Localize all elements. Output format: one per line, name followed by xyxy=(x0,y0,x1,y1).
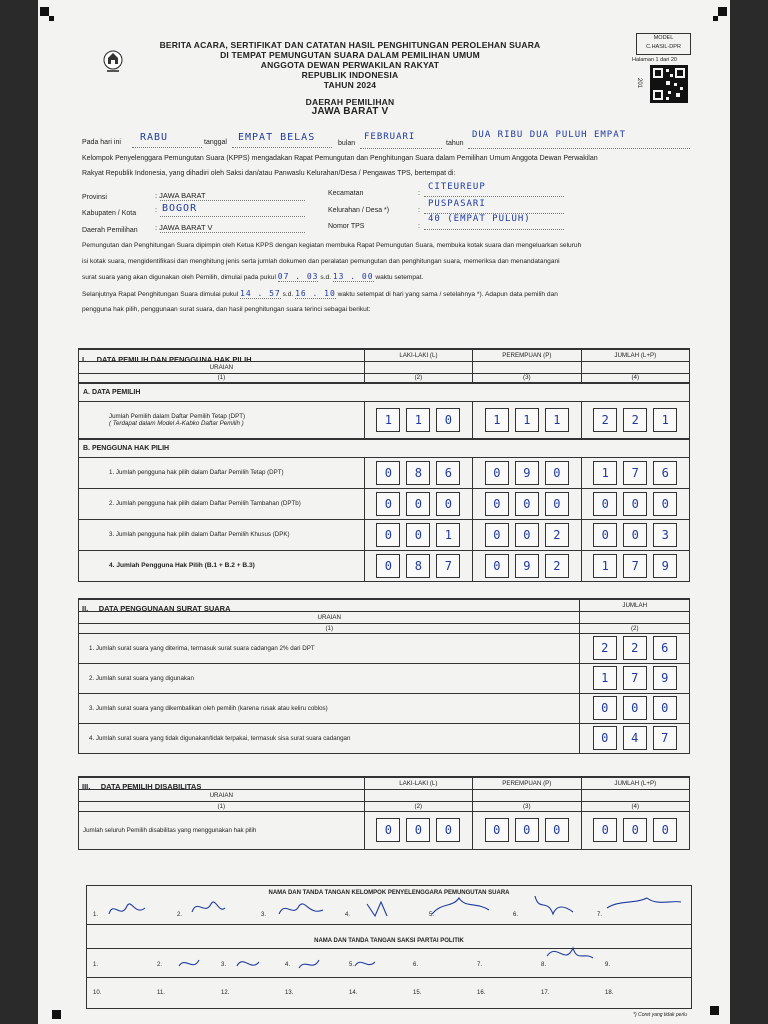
tanggal-value: EMPAT BELAS xyxy=(238,132,316,143)
registration-mark xyxy=(52,1010,61,1019)
digit-box: 0 xyxy=(376,492,400,516)
vertical-code: 201 xyxy=(636,77,643,89)
section-title: DATA PEMILIH DAN PENGGUNA HAK PILIH xyxy=(96,355,252,364)
dapil-field-value: : JAWA BARAT V xyxy=(155,223,213,232)
registration-mark xyxy=(710,1006,719,1015)
digit-box: 2 xyxy=(623,408,647,432)
col-index: (2) xyxy=(364,373,472,383)
table-row xyxy=(79,633,690,663)
digit-box: 9 xyxy=(653,554,677,578)
digit-box: 0 xyxy=(436,408,460,432)
digit-box: 0 xyxy=(485,492,509,516)
saksi-signature-slot: 11. xyxy=(157,990,165,996)
row-label: 2. Jumlah surat suara yang digunakan xyxy=(79,663,580,693)
model-label: MODEL xyxy=(653,35,674,41)
digit-box: 0 xyxy=(515,492,539,516)
saksi-signature-slot: 12. xyxy=(221,990,230,996)
row-label: 4. Jumlah Pengguna Hak Pilih (B.1 + B.2 + B.3) xyxy=(79,550,365,581)
digit-box: 0 xyxy=(593,818,617,842)
j-boxes xyxy=(581,519,689,550)
digit-box: 0 xyxy=(623,492,647,516)
digit-box: 7 xyxy=(623,461,647,485)
intro-line: Rakyat Republik Indonesia, yang dihadiri oleh Saksi dan/atau Panwaslu Kelurahan/Desa / Pengawas TPS, bertempat di: xyxy=(82,170,456,177)
digit-box: 1 xyxy=(515,408,539,432)
digit-box: 1 xyxy=(653,408,677,432)
digit-box: 8 xyxy=(406,554,430,578)
table-row xyxy=(79,663,690,693)
digit-box: 0 xyxy=(515,818,539,842)
col-header-j: JUMLAH (L+P) xyxy=(581,349,689,361)
registration-mark xyxy=(49,16,54,21)
tanggal-label: tanggal xyxy=(204,139,227,146)
para-text: waktu setempat. xyxy=(375,274,424,281)
dotted-line xyxy=(424,229,564,230)
j-boxes xyxy=(581,550,689,581)
digit-box: 0 xyxy=(653,696,677,720)
signature-block xyxy=(86,885,692,1018)
digit-box: 0 xyxy=(376,523,400,547)
section-number: I. xyxy=(82,355,87,364)
p-boxes xyxy=(473,488,581,519)
digit-box: 0 xyxy=(545,461,569,485)
dapil-label: DAERAH PEMILIHAN xyxy=(305,97,395,107)
tahun-label: tahun xyxy=(446,140,464,147)
page-indicator: Halaman 1 dari 20 xyxy=(632,57,677,63)
row-label: 1. Jumlah pengguna hak pilih dalam Daftar Pemilih Tetap (DPT) xyxy=(79,457,365,488)
p-boxes xyxy=(473,457,581,488)
digit-box: 9 xyxy=(653,666,677,690)
col-index: (4) xyxy=(581,373,689,383)
kabkota-label: Kabupaten / Kota xyxy=(82,210,137,217)
title-line: ANGGOTA DEWAN PERWAKILAN RAKYAT xyxy=(260,60,440,70)
saksi-signature-slot: 10. xyxy=(93,990,102,996)
section-number: II. xyxy=(82,604,89,613)
p-boxes xyxy=(473,519,581,550)
digit-box: 0 xyxy=(376,818,400,842)
row-sublabel: ( Terdapat dalam Model A-Kabko Daftar Pemilih ) xyxy=(109,419,244,427)
table-row xyxy=(79,550,690,581)
kpps-signature-slot: 5. xyxy=(429,912,435,918)
section-title: DATA PENGGUNAAN SURAT SUARA xyxy=(98,604,231,613)
saksi-signature-slot: 17. xyxy=(541,990,550,996)
keldesa-value: PUSPASARI xyxy=(428,199,486,209)
digit-box: 1 xyxy=(545,408,569,432)
row-label: Jumlah Pemilih dalam Daftar Pemilih Tetap (DPT) xyxy=(109,412,246,420)
digit-box: 2 xyxy=(593,636,617,660)
subsection-a-label: A. DATA PEMILIH xyxy=(79,383,690,401)
para-text: surat suara yang akan digunakan oleh Pemilih, dimulai pada pukul xyxy=(82,274,276,281)
digit-box: 0 xyxy=(406,818,430,842)
col-header-uraian: URAIAN xyxy=(79,361,365,373)
dapil-field-label: Daerah Pemilihan xyxy=(82,227,138,234)
subsection-b-label: B. PENGGUNA HAK PILIH xyxy=(79,439,690,457)
digit-box: 1 xyxy=(376,408,400,432)
row-label: 4. Jumlah surat suara yang tidak digunakan/tidak terpakai, termasuk sisa surat suara cadangan xyxy=(79,723,580,753)
saksi-signature-slot: 4. xyxy=(285,962,291,968)
table-disabilitas xyxy=(78,776,690,850)
digit-box: 1 xyxy=(593,554,617,578)
sd-label: s.d. xyxy=(320,274,331,281)
saksi-signature-slot: 1. xyxy=(93,962,99,968)
saksi-signature-slot: 15. xyxy=(413,990,422,996)
para-line xyxy=(82,286,692,303)
kabkota-value: BOGOR xyxy=(162,203,198,214)
para-line: Pemungutan dan Penghitungan Suara dipimpin oleh Ketua KPPS dengan kegiatan membuka Rapat Pemungutan Suara, membuka kotak suara dan mengeluarkan seluruh xyxy=(82,242,582,249)
disabilitas-row-label: Jumlah seluruh Pemilih disabilitas yang menggunakan hak pilih xyxy=(79,811,365,849)
registration-mark xyxy=(713,16,718,21)
disab-p-boxes xyxy=(473,811,581,849)
digit-box: 0 xyxy=(406,492,430,516)
dpt-p-boxes xyxy=(473,401,581,439)
table-row xyxy=(79,457,690,488)
row-label: 3. Jumlah surat suara yang dikembalikan oleh pemilih (karena rusak atau keliru coblos) xyxy=(79,693,580,723)
digit-box: 9 xyxy=(515,554,539,578)
digit-box: 0 xyxy=(436,492,460,516)
digit-box: 0 xyxy=(515,523,539,547)
provinsi-label: Provinsi xyxy=(82,194,107,201)
tps-label: Nomor TPS xyxy=(328,223,365,230)
title-line: TAHUN 2024 xyxy=(323,80,377,90)
col-index: (3) xyxy=(473,801,581,811)
model-value: C.HASIL-DPR xyxy=(646,44,681,50)
saksi-signature-slot: 13. xyxy=(285,990,294,996)
col-index: (1) xyxy=(79,373,365,383)
model-box xyxy=(636,33,691,55)
saksi-signature-slot: 3. xyxy=(221,962,227,968)
digit-box: 6 xyxy=(653,461,677,485)
registration-mark xyxy=(40,7,49,16)
sd-label: s.d. xyxy=(282,290,294,298)
keldesa-label: Kelurahan / Desa *) xyxy=(328,207,390,214)
digit-box: 0 xyxy=(593,523,617,547)
saksi-signature-slot: 16. xyxy=(477,990,486,996)
kpps-signature-slot: 1. xyxy=(93,912,99,918)
digit-box: 0 xyxy=(545,818,569,842)
row-label: 2. Jumlah pengguna hak pilih dalam Daftar Pemilih Tambahan (DPTb) xyxy=(79,488,365,519)
digit-box: 2 xyxy=(545,523,569,547)
saksi-signature-slot: 14. xyxy=(349,990,358,996)
j-boxes xyxy=(580,633,690,663)
dotted-line xyxy=(232,147,332,148)
kpps-signature-slot: 3. xyxy=(261,912,267,918)
digit-box: 0 xyxy=(593,696,617,720)
dotted-line xyxy=(424,196,564,197)
digit-box: 3 xyxy=(653,523,677,547)
saksi-signature-slot: 2. xyxy=(157,962,163,968)
table-row xyxy=(79,519,690,550)
form-title xyxy=(150,40,550,90)
digit-box: 7 xyxy=(623,666,647,690)
saksi-signature-slot: 8. xyxy=(541,962,547,968)
table-row xyxy=(79,693,690,723)
bulan-label: bulan xyxy=(338,140,356,147)
digit-box: 0 xyxy=(485,554,509,578)
digit-box: 0 xyxy=(485,461,509,485)
col-header-p: PEREMPUAN (P) xyxy=(473,349,581,361)
signature-scribbles xyxy=(87,886,691,1008)
para-line: isi kotak suara, mengidentifikasi dan menghitung jenis serta jumlah dokumen dan peralatan pemungutan dan penghitungan suara, memeriksa dan menandatangani xyxy=(82,257,560,265)
col-header-uraian: URAIAN xyxy=(79,611,580,623)
bulan-value: FEBRUARI xyxy=(364,132,416,142)
j-boxes xyxy=(580,663,690,693)
kpps-signature-slot: 2. xyxy=(177,912,183,918)
saksi-signature-slot: 7. xyxy=(477,962,483,968)
footnote: *) Coret yang tidak perlu xyxy=(633,1012,687,1018)
dpt-j-boxes xyxy=(581,401,689,439)
col-index: (2) xyxy=(580,623,690,633)
digit-box: 0 xyxy=(376,554,400,578)
digit-box: 0 xyxy=(485,818,509,842)
digit-box: 6 xyxy=(653,636,677,660)
dotted-line xyxy=(360,148,442,149)
digit-box: 1 xyxy=(436,523,460,547)
digit-box: 9 xyxy=(515,461,539,485)
digit-box: 7 xyxy=(436,554,460,578)
hari-value: RABU xyxy=(140,132,169,143)
digit-box: 1 xyxy=(406,408,430,432)
section-number: III. xyxy=(82,782,91,791)
col-header-j: JUMLAH (L+P) xyxy=(581,777,690,789)
saksi-signature-slot: 5. xyxy=(349,962,355,968)
saksi-signature-slot: 9. xyxy=(605,962,611,968)
dpt-l-boxes xyxy=(364,401,472,439)
digit-box: 0 xyxy=(545,492,569,516)
dotted-line xyxy=(132,147,202,148)
digit-box: 7 xyxy=(653,726,677,750)
kpps-signature-slot: 6. xyxy=(513,912,519,918)
start-time: 07 . 03 xyxy=(277,272,319,281)
table-row xyxy=(79,723,690,753)
digit-box: 4 xyxy=(623,726,647,750)
l-boxes xyxy=(364,550,472,581)
saksi-signature-slot: 18. xyxy=(605,990,614,996)
j-boxes xyxy=(581,457,689,488)
row-label: 1. Jumlah surat suara yang diterima, termasuk surat suara cadangan 2% dari DPT xyxy=(79,633,580,663)
l-boxes xyxy=(364,457,472,488)
digit-box: 6 xyxy=(436,461,460,485)
digit-box: 7 xyxy=(623,554,647,578)
digit-box: 0 xyxy=(623,696,647,720)
dotted-line xyxy=(468,148,690,149)
para-text: Selanjutnya Rapat Penghitungan Suara dimulai pukul xyxy=(82,290,239,298)
provinsi-value: : JAWA BARAT xyxy=(155,191,206,200)
l-boxes xyxy=(364,519,472,550)
table-pemilih xyxy=(78,348,690,582)
digit-box: 0 xyxy=(485,523,509,547)
dotted-line xyxy=(160,200,305,201)
digit-box: 0 xyxy=(406,523,430,547)
col-header-l: LAKI-LAKI (L) xyxy=(364,349,472,361)
col-index: (3) xyxy=(473,373,581,383)
digit-box: 2 xyxy=(593,408,617,432)
qr-code xyxy=(650,65,688,103)
digit-box: 0 xyxy=(623,818,647,842)
kecamatan-label: Kecamatan xyxy=(328,190,364,197)
digit-box: 2 xyxy=(545,554,569,578)
digit-box: 1 xyxy=(485,408,509,432)
row-label: 3. Jumlah pengguna hak pilih dalam Daftar Pemilih Khusus (DPK) xyxy=(79,519,365,550)
digit-box: 0 xyxy=(436,818,460,842)
j-boxes xyxy=(580,723,690,753)
tahun-value: DUA RIBU DUA PULUH EMPAT xyxy=(472,130,627,140)
table-surat-suara xyxy=(78,598,690,754)
j-boxes xyxy=(581,488,689,519)
digit-box: 0 xyxy=(653,818,677,842)
digit-box: 8 xyxy=(406,461,430,485)
digit-box: 1 xyxy=(593,461,617,485)
count-start-time: 14 . 57 xyxy=(240,288,281,298)
col-header-j: JUMLAH xyxy=(580,599,690,611)
digit-box: 0 xyxy=(593,726,617,750)
p-boxes xyxy=(473,550,581,581)
dapil-value: JAWA BARAT V xyxy=(311,106,389,117)
l-boxes xyxy=(364,488,472,519)
disab-j-boxes xyxy=(581,811,690,849)
kecamatan-value: CITEUREUP xyxy=(428,182,486,192)
para-line xyxy=(82,269,692,286)
registration-mark xyxy=(718,7,727,16)
dapil-heading xyxy=(150,97,550,117)
kpps-signature-slot: 4. xyxy=(345,912,351,918)
col-index: (1) xyxy=(79,801,365,811)
dotted-line xyxy=(160,216,305,217)
digit-box: 0 xyxy=(376,461,400,485)
table-row xyxy=(79,488,690,519)
title-line: DI TEMPAT PEMUNGUTAN SUARA DALAM PEMILIHAN UMUM xyxy=(220,50,480,60)
dotted-line xyxy=(160,232,305,233)
col-index: (4) xyxy=(581,801,690,811)
end-time: 13 . 00 xyxy=(332,272,374,281)
count-end-time: 16 . 10 xyxy=(295,288,336,298)
title-line: BERITA ACARA, SERTIFIKAT DAN CATATAN HASIL PENGHITUNGAN PEROLEHAN SUARA xyxy=(159,40,541,50)
col-header-p: PEREMPUAN (P) xyxy=(473,777,581,789)
kpps-signature-slot: 7. xyxy=(597,912,603,918)
pada-hari-ini-label: Pada hari ini xyxy=(82,139,121,146)
dpt-row-label xyxy=(79,401,365,439)
col-header-uraian: URAIAN xyxy=(79,789,365,801)
para-line: pengguna hak pilih, penggunaan surat suara, dan hasil penghitungan suara terinci sebagai berikut: xyxy=(82,306,371,313)
saksi-signature-slot: 6. xyxy=(413,962,419,968)
intro-paragraph xyxy=(82,238,692,318)
section-title: DATA PEMILIH DISABILITAS xyxy=(100,782,202,791)
digit-box: 0 xyxy=(593,492,617,516)
intro-line: Kelompok Penyelenggara Pemungutan Suara (KPPS) mengadakan Rapat Pemungutan dan Penghitungan Suara dalam Pemilihan Umum Anggota Dewan Perwakilan xyxy=(82,155,598,162)
col-index: (2) xyxy=(364,801,472,811)
digit-box: 2 xyxy=(623,636,647,660)
disab-l-boxes xyxy=(364,811,472,849)
col-index: (1) xyxy=(79,623,580,633)
digit-box: 0 xyxy=(623,523,647,547)
tps-value: 40 (EMPAT PULUH) xyxy=(428,214,531,224)
title-line: REPUBLIK INDONESIA xyxy=(301,70,399,80)
digit-box: 1 xyxy=(593,666,617,690)
col-header-l: LAKI-LAKI (L) xyxy=(364,777,472,789)
saksi-signature-title: NAMA DAN TANDA TANGAN SAKSI PARTAI POLITIK xyxy=(314,938,464,944)
j-boxes xyxy=(580,693,690,723)
para-text: waktu setempat di hari yang sama / setelahnya *). Adapun data pemilih dan xyxy=(337,290,558,298)
kpu-logo xyxy=(102,48,124,74)
kpps-signature-title: NAMA DAN TANDA TANGAN KELOMPOK PENYELENGGARA PEMUNGUTAN SUARA xyxy=(268,890,510,896)
digit-box: 0 xyxy=(653,492,677,516)
